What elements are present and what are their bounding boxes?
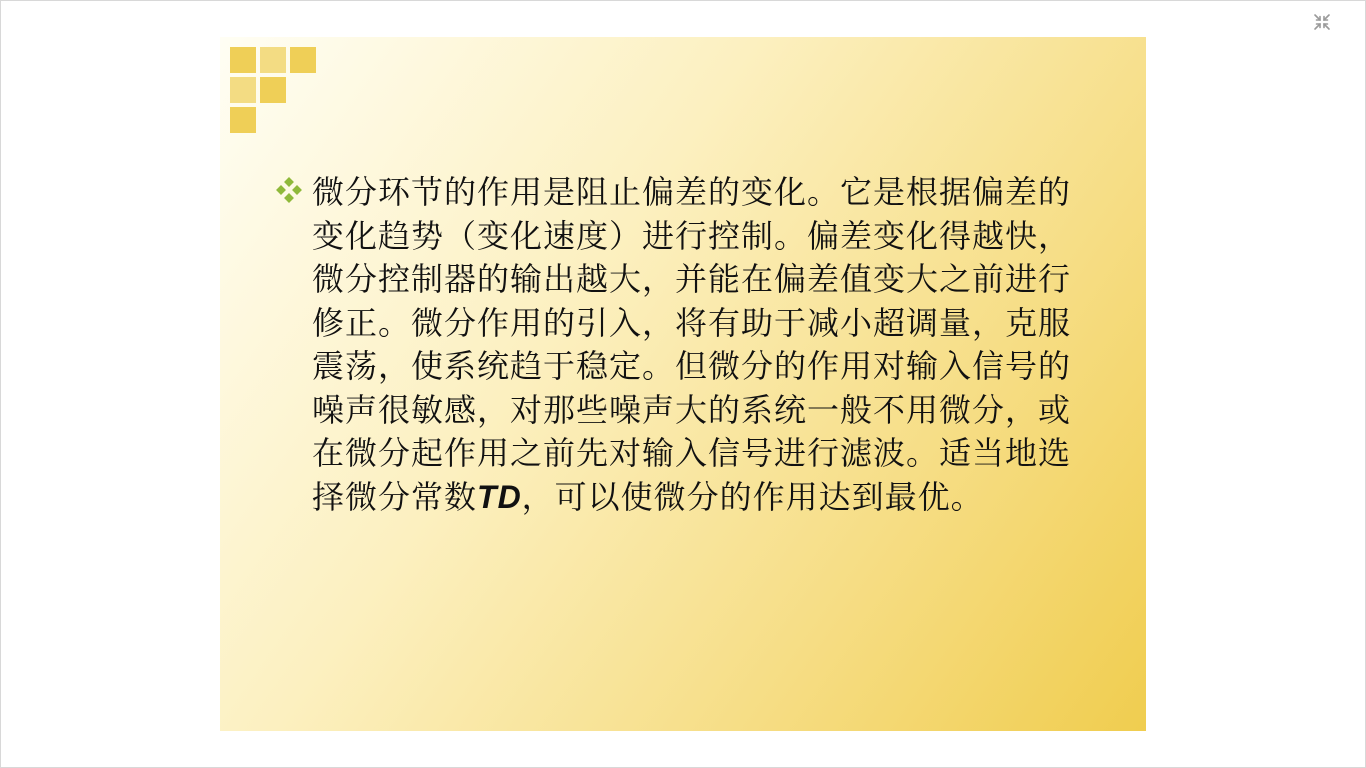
exit-fullscreen-button[interactable] (1313, 13, 1331, 31)
deco-square (290, 47, 316, 73)
diamond-four-dots-icon (276, 171, 312, 203)
bullet-text-main: 微分环节的作用是阻止偏差的变化。它是根据偏差的变化趋势（变化速度）进行控制。偏差变化得越快，微分控制器的输出越大，并能在偏差值变大之前进行修正。微分作用的引入，将有助于减小超调量，克服震荡，使系统趋于稳定。但微分的作用对输入信号的噪声很敏感，对那些噪声大的系统一般不用微分，或在微分起作用之前先对输入信号进行滤波。适当地选择微分常数 (312, 173, 1072, 516)
bullet-text (312, 171, 1082, 519)
td-constant: TD (477, 478, 522, 515)
deco-square (230, 77, 256, 103)
deco-square (230, 107, 256, 133)
deco-square (260, 77, 286, 103)
deco-square (260, 47, 286, 73)
slide-body (276, 171, 1096, 519)
bullet-item (276, 171, 1096, 519)
deco-square (230, 47, 256, 73)
decorative-squares (230, 47, 320, 137)
compress-arrows-icon (1313, 13, 1331, 31)
bullet-text-end: ，可以使微分的作用达到最优。 (521, 477, 984, 516)
slide (220, 37, 1146, 731)
